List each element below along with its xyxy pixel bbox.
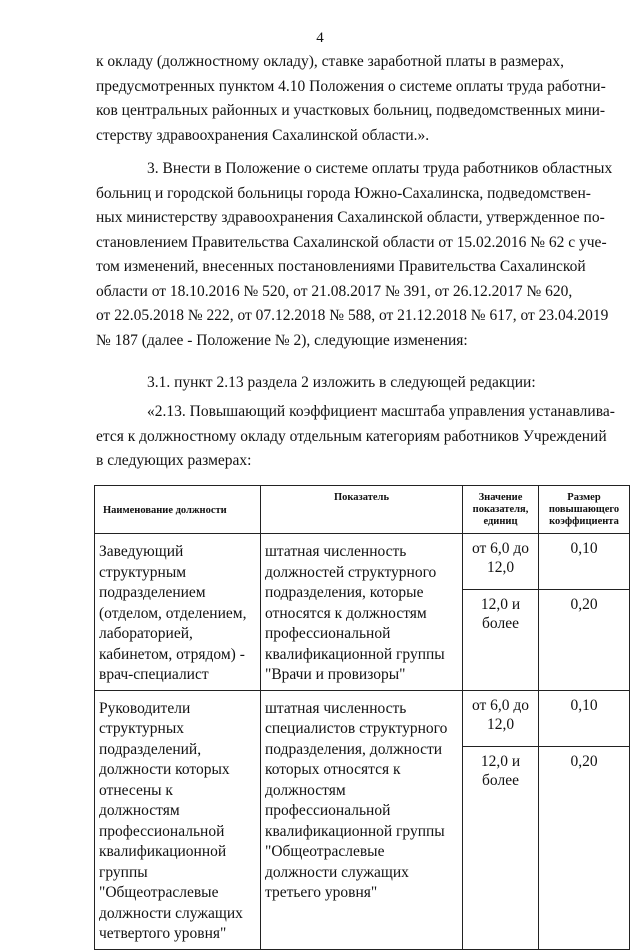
paragraph-continuation (96, 50, 606, 148)
coefficient-value: 0,20 (539, 746, 629, 779)
value-range: от 6,0 до 12,0 (471, 540, 530, 576)
value-range: от 6,0 до 12,0 (471, 696, 530, 733)
table-row (95, 534, 630, 691)
coefficient-value: 0,10 (570, 696, 598, 714)
coefficient-table (94, 485, 630, 950)
indicator-cell (261, 534, 463, 691)
coefficient-value: 0,20 (539, 589, 629, 622)
text-line: ков центральных районных и участковых больниц, подведомственных мини- (96, 102, 606, 119)
table-header-row (95, 486, 630, 534)
value-range: 12,0 и более (463, 589, 538, 641)
position-name-cell (95, 690, 261, 949)
text-line: стерству здравоохранения Сахалинской области.». (96, 126, 430, 144)
text-line: ных министерству здравоохранения Сахалинской области, утвержденное по- (96, 209, 605, 226)
text-line: больниц и городской больницы города Южно-Сахалинска, подведомствен- (96, 184, 591, 202)
coefficient-cell (539, 690, 630, 949)
text-line: 3. Внести в Положение о системе оплаты труда работников областных (147, 160, 613, 177)
value-cell (463, 690, 539, 949)
header-indicator: Показатель (261, 486, 463, 534)
header-position-name: Наименование должности (95, 486, 261, 534)
coefficient-value: 0,10 (570, 540, 598, 557)
text-line: в следующих размерах: (96, 452, 252, 469)
paragraph-item-2-13 (96, 400, 615, 474)
paragraph-item-3 (96, 157, 613, 353)
value-range: 12,0 и более (463, 746, 538, 798)
text-line: ется к должностному окладу отдельным категориям работников Учреждений (96, 427, 607, 445)
text-line: предусмотренных пунктом 4.10 Положения о системе оплаты труда работни- (96, 77, 606, 95)
text-line: том изменений, внесенных постановлениями Правительства Сахалинской (96, 258, 586, 275)
indicator: штатная численность специалистов структурного подразделения, должности которых относятся к должностям профессиональной квалификационной группы "Общеотраслевые должности служащих третьего уровня" (265, 699, 448, 901)
text-line: области от 18.10.2016 № 520, от 21.08.2017 № 391, от 26.12.2017 № 620, (96, 282, 573, 300)
table-row (95, 690, 630, 949)
text-line: от 22.05.2018 № 222, от 07.12.2018 № 588, от 21.12.2018 № 617, от 23.04.2019 (96, 307, 609, 324)
indicator-cell (261, 690, 463, 949)
paragraph-item-3-1 (96, 371, 564, 396)
text-line: 3.1. пункт 2.13 раздела 2 изложить в следующей редакции: (147, 374, 536, 391)
indicator: штатная численность должностей структурного подразделения, которые относятся к должностям профессиональной квалификационной группы "Врачи и провизоры" (265, 543, 445, 683)
coefficient-cell (539, 534, 630, 691)
position-name: Руководители структурных подразделений, должности которых отнесены к должностям профессиональной квалификационной группы "Общеотраслевые должности служащих четвертого уровня" (99, 699, 243, 942)
position-name: Заведующий структурным подразделением (отделом, отделением, лабораторией, кабинетом, отрядом) - врач-специалист (99, 543, 247, 683)
text-line: к окладу (должностному окладу), ставке заработной платы в размерах, (96, 53, 564, 70)
text-line: № 187 (далее - Положение № 2), следующие изменения: (96, 331, 468, 349)
header-coefficient-size: Размер повышающего коэффициента (539, 486, 630, 534)
position-name-cell (95, 534, 261, 691)
header-indicator-value: Значение показателя, единиц (463, 486, 539, 534)
text-line: становлением Правительства Сахалинской области от 15.02.2016 № 62 с уче- (96, 233, 607, 251)
value-cell (463, 534, 539, 691)
text-line: «2.13. Повышающий коэффициент масштаба управления устанавлива- (147, 403, 615, 420)
page-number: 4 (316, 30, 324, 46)
